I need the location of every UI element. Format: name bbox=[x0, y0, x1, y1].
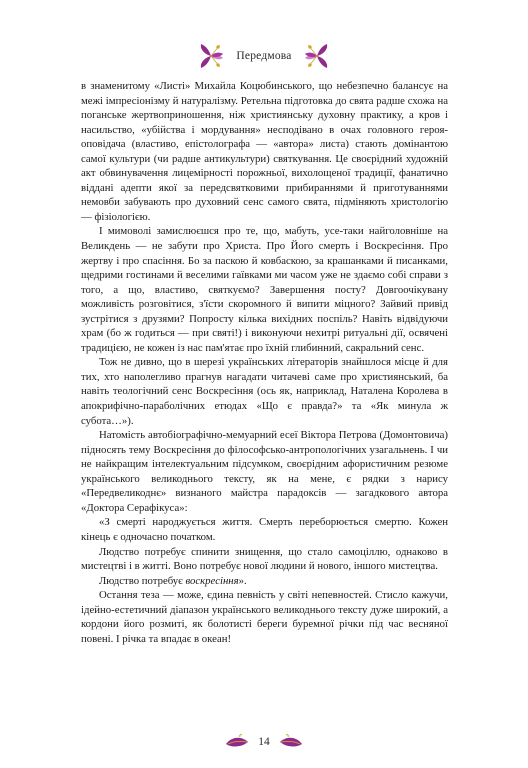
floral-ornament-icon bbox=[196, 41, 226, 71]
paragraph: Натомість автобіографічно-мемуарний есеї Віктора Петрова (Домонтовича) підносять тему Воскресіння до філософсько-антропологічних узагальнень. І чи не найкращим інтелектуальним підсумком, своєрідним афористичним резюме українського великоднього тексту, як на мене, є рядки з нарису «Передвеликоднє» визнаного майстра парадоксів — загадкового автора «Доктора Серафікуса»: bbox=[81, 429, 448, 514]
body-text bbox=[81, 79, 448, 646]
quote-paragraph: Людство потребує спинити знищення, що стало самоціллю, однаково в мистецтві і в житті. Воно потребує нової людини й нового, іншого мистецтва. bbox=[81, 545, 448, 573]
paragraph: Тож не дивно, що в шерезі українських літераторів знайшлося місце й для тих, хто наполегливо прагнув нагадати читачеві саме про християнський, ба навіть теологічний сенс Воскресіння (ось як, наприклад, Наталена Королева в апокрифічно-параболічних етюдах «Що є правда?» та «Як минула ж субота…»). bbox=[81, 356, 448, 427]
leaf-ornament-icon bbox=[224, 733, 250, 751]
paragraph: Остання теза — може, єдина певність у світі непевностей. Стисло кажучи, ідейно-естетичний діапазон українського великоднього тексту дуже широкий, а кордони його розмиті, як болотисті береги буремної річки під час весняної повені. І річка та впадає в океан! bbox=[81, 589, 448, 645]
paragraph: І мимоволі замислюєшся про те, що, мабуть, усе-таки найголовніше на Великдень — не забути про Христа. Про Його смерть і Воскресіння. Про жертву і про спасіння. Бо за паскою й ковбаскою, за крашанками й писанками, щедрими гостинами й веселими гаївками ми часом уже не здаємо собі справи з того, а що, властиво, святкуємо? Завершення посту? Довгоочікувану можливість розговітися, з'їсти скоромного й випити міцного? Зайвий привід зустрітися з друзями? Попросту кілька вихідних поспіль? Навіть відвідуючи храм (бо ж годиться — при святі!) і виконуючи нехитрі ритуальні дії, освячені традицією, не кожен із нас пам'ятає про їхній глибинний, сакральний сенс. bbox=[81, 225, 448, 354]
running-head bbox=[0, 36, 528, 76]
leaf-ornament-icon bbox=[278, 733, 304, 751]
quote-paragraph: «З смерті народжується життя. Смерть переборюється смертю. Кожен кінець є одночасно початком. bbox=[81, 516, 448, 543]
page-number: 14 bbox=[258, 736, 270, 748]
quote-text: Людство потребує bbox=[99, 574, 186, 587]
quote-emphasis: воскресіння bbox=[185, 574, 239, 587]
paragraph-continued: в знаменитому «Листі» Михайла Коцюбинського, що небезпечно балансує на межі імпресіонізму й натуралізму. Ретельна підготовка до свята радше схожа на поганське жертвоприношення, ніж християнську духовну практику, а кров і насильство, «убійства і мордування» несподівано в очах головного героя-оповідача (властиво, епістолографа — «автора» листа) стають домінантою самої культури (чи радше антикультури) святкування. Це своєрідний художній акт обвинувачення лицемірності порожньої, вихолощеної традиції, фанатично відданi адепти якої за передсвятковими прибираннями й приготуваннями немовби забувають про духовний сенс самого свята, підміняють христологію — фізіологією. bbox=[81, 80, 448, 223]
page-footer bbox=[0, 728, 528, 756]
quote-text: ». bbox=[238, 574, 247, 587]
running-head-title: Передмова bbox=[236, 50, 292, 62]
quote-paragraph bbox=[81, 574, 448, 589]
floral-ornament-icon bbox=[302, 41, 332, 71]
